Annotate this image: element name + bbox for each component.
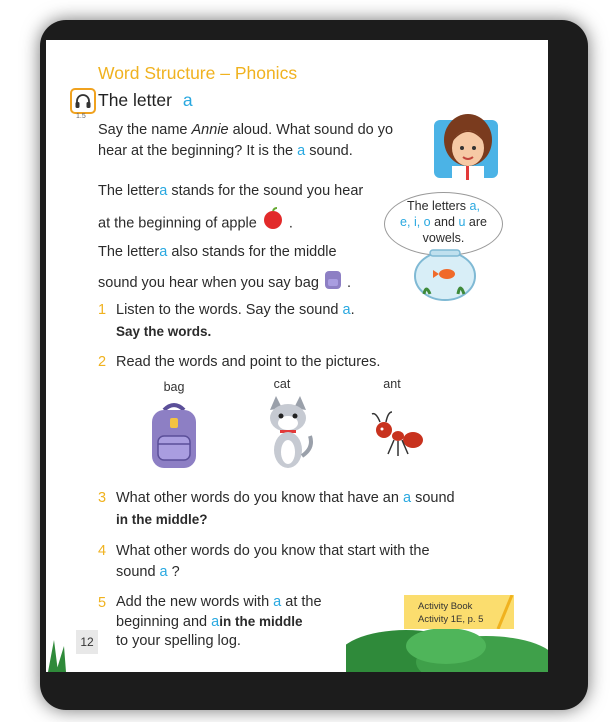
fishbowl-illustration [410, 244, 480, 307]
task-text: Listen to the words. Say the sound [116, 302, 339, 318]
para-text: stands for the sound you hear [171, 183, 364, 199]
task-1 [98, 300, 106, 321]
intro-text: sound. [309, 143, 353, 159]
task-text: to your spelling log. [116, 633, 241, 649]
para-text: at the beginning of apple [98, 215, 257, 232]
task-bold-text: in the middle [219, 614, 303, 629]
task-2-text: Read the words and point to the pictures. [116, 354, 381, 370]
page-heading [98, 90, 193, 111]
task-text: What other words do you know that start with the [116, 543, 430, 559]
intro-paragraph [98, 120, 393, 162]
task-bold-text: in the middle? [116, 512, 208, 527]
vowel-letter: a, [469, 199, 480, 213]
bag-icon [323, 266, 343, 300]
task-text: sound [116, 564, 156, 580]
task-text: What other words do you know that have an [116, 490, 399, 506]
vowel-letter: a [159, 183, 168, 199]
vowel-letter: a [402, 490, 412, 506]
task-3 [98, 488, 106, 509]
textbook-page [46, 40, 548, 672]
picture-label-cat: cat [273, 377, 291, 391]
vowel-letter: a [211, 614, 220, 630]
task-4-text [116, 541, 430, 583]
activity-book-text [418, 600, 483, 626]
picture-label-ant: ant [383, 377, 401, 391]
para-text: . [288, 215, 293, 232]
heading-text: The letter [98, 90, 172, 110]
bubble-text: vowels. [422, 231, 465, 245]
task-4 [98, 541, 106, 562]
intro-text: Say the name [98, 122, 188, 138]
bag-picture[interactable] [146, 400, 202, 477]
vowel-letter: a [159, 564, 168, 580]
intro-text: aloud. What sound do yo [232, 122, 394, 138]
grass-illustration [46, 630, 76, 672]
task-number: 2 [98, 354, 107, 370]
task-text: at the [285, 594, 322, 610]
task-number: 3 [98, 490, 107, 506]
task-number: 5 [98, 595, 107, 611]
task-number: 4 [98, 543, 107, 559]
headphones-icon[interactable] [70, 88, 96, 114]
vowel-letter: a [273, 594, 282, 610]
bubble-text: are [468, 215, 487, 229]
section-title: Word Structure – Phonics [98, 63, 298, 83]
task-5-text [116, 593, 322, 651]
para-text: . [346, 274, 351, 291]
ant-picture[interactable] [370, 408, 426, 469]
apple-icon [261, 206, 285, 241]
cat-picture[interactable] [260, 396, 316, 479]
vowel-letter: i, [413, 215, 421, 229]
track-number: 1.5 [76, 113, 86, 120]
vowel-letter: a [297, 143, 306, 159]
heading-letter: a [182, 90, 193, 110]
para-text: also stands for the middle [171, 244, 337, 260]
vowel-letter: a [342, 302, 351, 318]
vowel-letter: o [423, 215, 431, 229]
para-text: The letter [98, 244, 160, 260]
task-bold-text: Say the words. [116, 324, 212, 339]
task-text: . [350, 302, 355, 318]
picture-label-bag: bag [163, 380, 185, 394]
task-2 [98, 352, 106, 373]
task-text: sound [415, 490, 455, 506]
task-text: ? [171, 564, 180, 580]
task-5 [98, 593, 106, 614]
vowel-letter: a [159, 244, 168, 260]
task-number: 1 [98, 302, 107, 318]
task-text: Add the new words with [116, 594, 270, 610]
task-3-text [116, 488, 455, 530]
activity-book-ref: Activity 1E, p. 5 [418, 614, 484, 625]
annie-illustration [434, 112, 498, 185]
para-text: The letter [98, 183, 160, 199]
bubble-text: The letters [407, 199, 467, 213]
vowel-letter: u [458, 215, 466, 229]
intro-text: hear at the beginning? It is the [98, 143, 294, 159]
paragraph-apple [98, 176, 363, 241]
page-number: 12 [76, 630, 98, 654]
activity-book-label: Activity Book [418, 601, 473, 612]
intro-name: Annie [191, 122, 229, 138]
vowel-letter: e, [400, 215, 411, 229]
task-1-text [116, 300, 355, 342]
para-text: sound you hear when you say bag [98, 274, 319, 291]
paragraph-bag [98, 238, 351, 300]
bubble-text: and [434, 215, 455, 229]
task-text: beginning and [116, 614, 208, 630]
